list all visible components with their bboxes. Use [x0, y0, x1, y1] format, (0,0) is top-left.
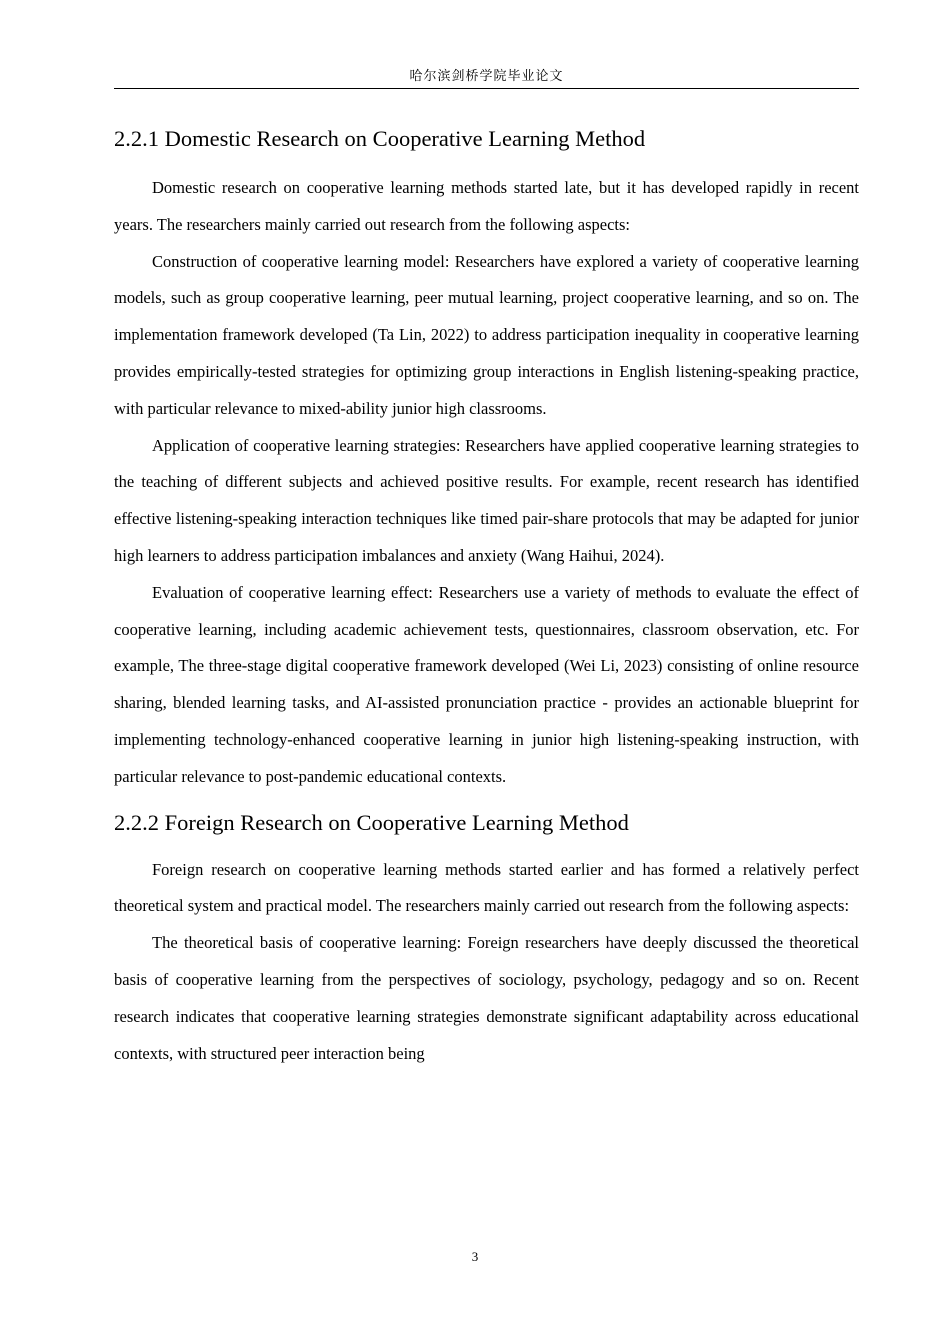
- paragraph-foreign-intro: Foreign research on cooperative learning methods started earlier and has formed a relatively perfect theoretical system and practical model. The researchers mainly carried out research from the following aspects:: [114, 859, 859, 916]
- page-body: [114, 122, 859, 1072]
- page-number: 3: [471, 1249, 479, 1264]
- paragraph-effect-evaluation: Evaluation of cooperative learning effect: Researchers use a variety of methods to evaluate the effect of cooperative learning, including academic achievement tests, questionnaires, classroom observation, etc. For example, The three-stage digital cooperative framework developed (Wei Li, 2023) consisting of online resource sharing, blended learning tasks, and AI-assisted pronunciation practice - provides an actionable blueprint for implementing technology-enhanced cooperative learning in junior high listening-speaking instruction, with particular relevance to post-pandemic educational contexts.: [114, 582, 859, 786]
- paragraph-theoretical-basis: The theoretical basis of cooperative learning: Foreign researchers have deeply discussed the theoretical basis of cooperative learning from the perspectives of sociology, psychology, pedagogy and so on. Recent research indicates that cooperative learning strategies demonstrate significant adaptability across educational contexts, with structured peer interaction being: [114, 933, 859, 1063]
- paragraph-model-construction: Construction of cooperative learning model: Researchers have explored a variety of cooperative learning models, such as group cooperative learning, peer mutual learning, project cooperative learning, and so on. The implementation framework developed (Ta Lin, 2022) to address participation inequality in cooperative learning provides empirically-tested strategies for optimizing group interactions in English listening-speaking practice, with particular relevance to mixed-ability junior high classrooms.: [114, 251, 859, 418]
- paragraph-domestic-intro: Domestic research on cooperative learning methods started late, but it has developed rapidly in recent years. The researchers mainly carried out research from the following aspects:: [114, 178, 859, 234]
- header-title: 哈尔滨剑桥学院毕业论文: [409, 68, 564, 83]
- paragraph-strategy-application: Application of cooperative learning strategies: Researchers have applied cooperative learning strategies to the teaching of different subjects and achieved positive results. For example, recent research has identified effective listening-speaking interaction techniques like timed pair-share protocols that may be adapted for junior high learners to address participation imbalances and anxiety (Wang Haihui, 2024).: [114, 435, 859, 565]
- running-header: [114, 66, 859, 89]
- section-heading-domestic: 2.2.1 Domestic Research on Cooperative Learning Method: [114, 126, 646, 151]
- section-heading-foreign: 2.2.2 Foreign Research on Cooperative Learning Method: [114, 809, 629, 835]
